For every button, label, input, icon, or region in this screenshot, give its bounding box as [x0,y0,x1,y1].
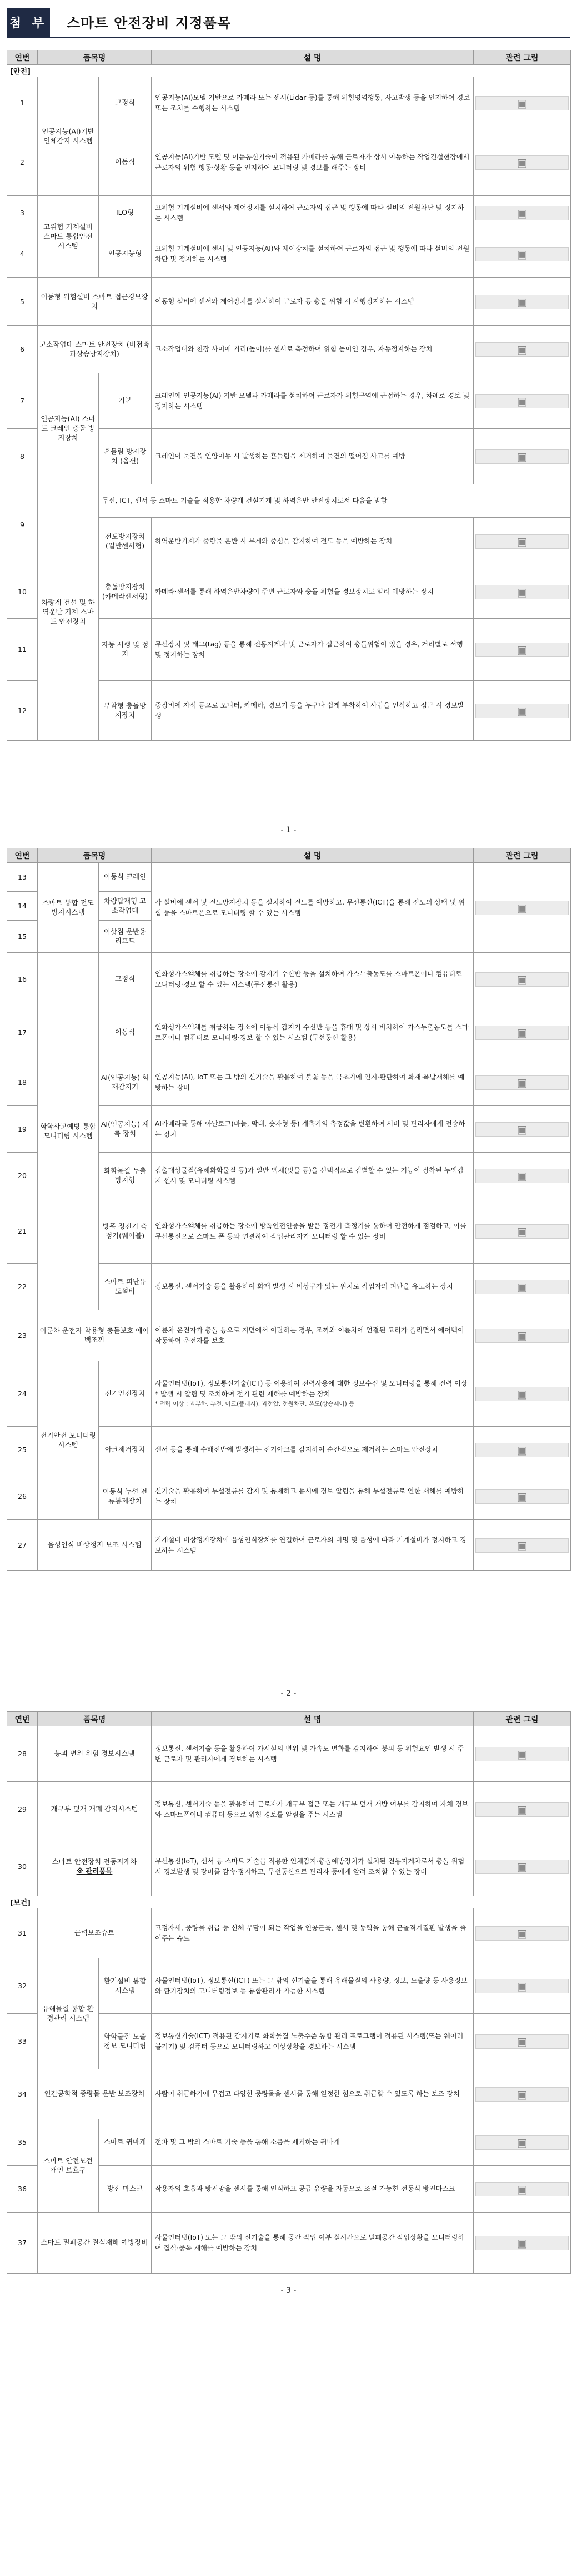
item-description: 인공지능(AI), IoT 또는 그 밖의 신기술을 활용하여 불꽃 등을 극초기에 인지·판단하여 화재·폭발재해를 예방하는 장비 [152,1059,474,1106]
item-category-text: 스마트 안전장치 전동지게차 [52,1857,137,1866]
image-placeholder-icon: ▣ [475,1329,569,1343]
row-number: 28 [7,1726,38,1782]
page-2 [7,848,570,1571]
item-category: 스마트 밀폐공간 질식재해 예방장비 [38,2213,152,2274]
item-description: 센서 등을 통해 수배전반에 발생하는 전기아크를 감지하여 순간적으로 제거하는 스마트 안전장치 [152,1427,474,1473]
item-category: 전기안전 모니터링 시스템 [38,1361,99,1520]
image-placeholder-icon: ▣ [475,1489,569,1504]
item-illustration [474,77,571,129]
item-category: 유해물질 통합 환경관리 시스템 [38,1958,99,2069]
item-description: 카메라·센서를 통해 하역운반차량이 주변 근로자와 충돌 위험을 경보장치로 알려 예방하는 장치 [152,565,474,619]
item-description: 하역운반기계가 중량물 운반 시 무게와 중심을 감지하여 전도 등을 예방하는 장치 [152,518,474,565]
item-description: 정보통신기술(ICT) 적용된 감지기로 화학물질 노출수준 통합 관리 프로그램이 적용된 시스템(또는 웨어러블기기) 및 컴퓨터 등으로 모니터링하고 이상상황을 경보하는 시스템 [152,2014,474,2069]
attachment-badge: 첨 부 [7,8,50,37]
page-number: - 1 - [280,826,297,835]
col-no: 연번 [7,50,38,65]
item-description: 이륜차 운전자가 충돌 등으로 지면에서 이탈하는 경우, 조끼와 이륜차에 연결된 고리가 풀리면서 에어백이 작동하여 운전자를 보호 [152,1310,474,1361]
col-desc: 설 명 [152,1712,474,1726]
row-number: 22 [7,1264,38,1310]
image-placeholder-icon: ▣ [475,342,569,357]
row-number: 29 [7,1782,38,1837]
col-item: 품목명 [38,848,152,863]
section-label: [안전] [7,65,571,77]
row-number: 8 [7,429,38,484]
image-placeholder-icon: ▣ [475,2034,569,2049]
col-fig: 관련 그림 [474,1712,571,1726]
item-description: 전파 및 그 밖의 스마트 기술 등을 통해 소음을 제거하는 귀마개 [152,2119,474,2166]
col-item: 품목명 [38,1712,152,1726]
row-number: 32 [7,1958,38,2014]
item-illustration [474,1006,571,1059]
item-illustration [474,326,571,373]
row-number: 36 [7,2166,38,2213]
item-subcategory: 차량탑재형 고소작업대 [99,892,152,921]
image-placeholder-icon: ▣ [475,704,569,718]
item-subcategory: ILO형 [99,196,152,230]
item-subcategory: 부착형 충돌방지장치 [99,681,152,741]
row-number: 34 [7,2069,38,2119]
row-number: 17 [7,1006,38,1059]
item-description: 무선통신(IoT), 센서 등 스마트 기술을 적용한 인체감지·충돌예방장치가 설치된 전동지게차로서 충돌 위험 시 경보발생 및 장비를 감속·정지하고, 무선통신으로 관리자 등에게 알려 조치할 수 있는 장비 [152,1837,474,1896]
item-illustration [474,2014,571,2069]
item-category: 음성인식 비상정지 보조 시스템 [38,1520,152,1571]
item-description-text: 사물인터넷(IoT), 정보통신기술(ICT) 등 이용하여 전력사용에 대한 정보수집 및 모니터링을 통해 전력 이상* 발생 시 알림 및 조치하여 전기 관련 재해를 예방하는 장치 [155,1380,468,1398]
image-placeholder-icon: ▣ [475,1075,569,1090]
row-number: 9 [7,484,38,565]
item-subcategory: 화학물질 누출 방지형 [99,1153,152,1199]
item-category: 고소작업대 스마트 안전장치 (비접촉 과상승방지장치) [38,326,152,373]
item-category: 화학사고예방 통합 모니터링 시스템 [38,953,99,1310]
row-number: 37 [7,2213,38,2274]
image-placeholder-icon: ▣ [475,394,569,408]
header-rule [7,37,570,38]
item-description: 인공지능(AI)모델 기반으로 카메라 또는 센서(Lidar 등)를 통해 위험영역행동, 사고발생 등을 인지하여 경보 또는 조치를 수행하는 시스템 [152,77,474,129]
item-subcategory: 전도방지장치 (일반센서형) [99,518,152,565]
image-placeholder-icon: ▣ [475,155,569,170]
item-illustration [474,373,571,429]
page-title: 스마트 안전장비 지정품목 [67,15,232,31]
row-number: 23 [7,1310,38,1361]
item-illustration [474,1264,571,1310]
image-placeholder-icon: ▣ [475,1802,569,1817]
row-number: 12 [7,681,38,741]
col-fig: 관련 그림 [474,50,571,65]
image-placeholder-icon: ▣ [475,585,569,599]
item-category: 스마트 통합 전도 방지시스템 [38,863,99,953]
image-placeholder-icon: ▣ [475,2087,569,2102]
page-1 [7,50,570,741]
item-description: 고위험 기계설비에 센서와 제어장치를 설치하여 근로자의 접근 및 행동에 따라 설비의 전원차단 및 정지하는 시스템 [152,196,474,230]
row-number: 18 [7,1059,38,1106]
row-number: 6 [7,326,38,373]
row-number: 26 [7,1473,38,1520]
item-illustration [474,565,571,619]
row-number: 5 [7,278,38,326]
item-illustration [474,1199,571,1264]
item-category: 이동형 위험설비 스마트 접근경보장치 [38,278,152,326]
item-category [38,1837,152,1896]
item-description: 사람이 취급하기에 무겁고 다양한 중량물을 센서를 통해 일정한 힘으로 취급할 수 있도록 하는 보조 장치 [152,2069,474,2119]
item-illustration [474,518,571,565]
item-description: 인화성가스액체를 취급하는 장소에 감지기 수신반 등을 설치하여 가스누출농도를 스마트폰이나 컴퓨터로 모니터링·경보 할 수 있는 시스템(무선통신 활용) [152,953,474,1006]
image-placeholder-icon: ▣ [475,1979,569,1993]
image-placeholder-icon: ▣ [475,901,569,915]
item-subcategory: 자동 서행 및 정지 [99,619,152,681]
item-illustration [474,2166,571,2213]
items-table-page-2 [7,848,571,1571]
item-subcategory: 이동식 크레인 [99,863,152,892]
item-illustration [474,1106,571,1153]
col-fig: 관련 그림 [474,848,571,863]
item-illustration [474,681,571,741]
item-description: 고위험 기계설비에 센서 및 인공지능(AI)와 제어장치를 설치하여 근로자의 접근 및 행동에 따라 설비의 전원차단 및 정지하는 시스템 [152,230,474,278]
item-description: 사물인터넷(IoT) 또는 그 밖의 신기술을 통해 공간 작업 여부 실시간으로 밀폐공간 작업상황을 모니터링하여 질식·중독 재해를 예방하는 장치 [152,2213,474,2274]
item-description: 신기술을 활용하여 누설전류를 감지 및 통제하고 동시에 경보 알림을 통해 누설전류로 인한 재해를 예방하는 장치 [152,1473,474,1520]
item-subcategory: 충돌방지장치 (카메라센서형) [99,565,152,619]
row-number: 7 [7,373,38,429]
item-description: 이동형 설비에 센서와 제어장치를 설치하여 근로자 등 충돌 위험 시 사행정지하는 시스템 [152,278,474,326]
row-number: 31 [7,1908,38,1958]
item-illustration [474,230,571,278]
item-illustration [474,129,571,196]
image-placeholder-icon: ▣ [475,449,569,464]
item-description: 검출대상물질(유해화학물질 등)과 일반 액체(빗물 등)을 선택적으로 검별할 수 있는 기능이 장착된 누액감지 센서 및 모니터링 시스템 [152,1153,474,1199]
item-category: 개구부 덮개 개폐 감지시스템 [38,1782,152,1837]
item-subcategory: AI(인공지능) 화재감지기 [99,1059,152,1106]
page-number: - 3 - [280,2286,297,2295]
item-description: 사물인터넷(IoT), 정보통신(ICT) 또는 그 밖의 신기술을 통해 유해물질의 사용량, 정보, 노출량 등 사용정보와 환기장치의 모니터링정보 등 통합관리가 가능한 시스템 [152,1958,474,2014]
item-subcategory: 기본 [99,373,152,429]
item-subcategory: 고정식 [99,953,152,1006]
row-number: 21 [7,1199,38,1264]
item-illustration [474,2119,571,2166]
item-subcategory: 환기설비 통합 시스템 [99,1958,152,2014]
image-placeholder-icon: ▣ [475,1387,569,1401]
item-description: 인공지능(AI)기반 모델 및 이동통신기술이 적용된 카메라를 통해 근로자가 상시 이동하는 작업건설현장에서 근로자의 위험 행동·상황 등을 인지하여 모니터링 및 경보를 해주는 장비 [152,129,474,196]
image-placeholder-icon: ▣ [475,295,569,309]
item-category: 이륜차 운전자 착용형 충돌보호 에어백조끼 [38,1310,152,1361]
row-number: 33 [7,2014,38,2069]
item-description: 각 설비에 센서 및 전도방지장치 등을 설치하여 전도를 예방하고, 무선통신(ICT)을 통해 전도의 상태 및 위험 등을 스마트폰으로 모니터링 할 수 있는 시스템 [152,863,474,953]
row-number: 2 [7,129,38,196]
item-illustration [474,1427,571,1473]
item-description: 인화성가스액체를 취급하는 장소에 방폭인전인증을 받은 정전기 측정기를 통하여 안전하게 점검하고, 이를 무선통신으로 스마트 폰 등과 연결하여 작업관리자가 모니터링 할 수 있는 장비 [152,1199,474,1264]
item-description: 고정자세, 중량물 취급 등 신체 부담이 되는 작업을 인공근육, 센서 및 동력을 통해 근골격계질환 발생을 줄여주는 슈트 [152,1908,474,1958]
item-illustration [474,1782,571,1837]
item-illustration [474,196,571,230]
item-description: 인화성가스액체를 취급하는 장소에 이동식 감지기 수신반 등을 휴대 및 상시 비치하여 가스누출농도를 스마트폰이나 컴퓨터로 모니터링·경보 할 수 있는 시스템 (무선통신 활용) [152,1006,474,1059]
item-illustration [474,863,571,953]
item-description: 고소작업대와 천장 사이에 거리(높이)를 센서로 측정하여 위험 높이인 경우, 자동정지하는 장치 [152,326,474,373]
items-table-page-1 [7,50,571,741]
item-illustration [474,1908,571,1958]
item-illustration [474,278,571,326]
image-placeholder-icon: ▣ [475,1538,569,1553]
item-illustration [474,1361,571,1427]
row-number: 24 [7,1361,38,1427]
image-placeholder-icon: ▣ [475,1026,569,1040]
image-placeholder-icon: ▣ [475,1443,569,1457]
item-subcategory: 스마트 피난유도설비 [99,1264,152,1310]
row-number: 3 [7,196,38,230]
image-placeholder-icon: ▣ [475,1747,569,1761]
item-illustration [474,1726,571,1782]
item-illustration [474,1520,571,1571]
item-subcategory: 방진 마스크 [99,2166,152,2213]
image-placeholder-icon: ▣ [475,1280,569,1294]
row-number: 19 [7,1106,38,1153]
row-number: 15 [7,921,38,953]
image-placeholder-icon: ▣ [475,247,569,261]
image-placeholder-icon: ▣ [475,206,569,220]
item-illustration [474,2213,571,2274]
item-category: 근력보조슈트 [38,1908,152,1958]
item-subcategory: 이삿짐 운반용 리프트 [99,921,152,953]
item-description: 무선장치 및 태그(tag) 등을 통해 전동지게차 및 근로자가 접근하여 충돌위험이 있을 경우, 거리별로 서행 및 정지하는 장치 [152,619,474,681]
item-subcategory: 전기안전장치 [99,1361,152,1427]
item-category: 스마트 안전보건 개인 보호구 [38,2119,99,2213]
col-no: 연번 [7,1712,38,1726]
item-illustration [474,2069,571,2119]
image-placeholder-icon: ▣ [475,1122,569,1137]
row-number: 1 [7,77,38,129]
row-number: 13 [7,863,38,892]
section-label: [보건] [7,1896,571,1908]
image-placeholder-icon: ▣ [475,1926,569,1941]
item-category: 인공지능(AI) 스마트 크레인 충돌 방지장치 [38,373,99,484]
page-3 [7,1711,570,2274]
item-category: 인공지능(AI)기반 인체감지 시스템 [38,77,99,196]
image-placeholder-icon: ▣ [475,972,569,987]
image-placeholder-icon: ▣ [475,534,569,549]
item-subcategory: 화학물질 노출정보 모니터링 [99,2014,152,2069]
item-description: 무선, ICT, 센서 등 스마트 기술을 적용한 차량계 건설기계 및 하역운반 안전장치로서 다음을 말함 [99,484,571,518]
item-category: 고위험 기계설비 스마트 통합안전 시스템 [38,196,99,278]
item-subcategory: 스마트 귀마개 [99,2119,152,2166]
image-placeholder-icon: ▣ [475,643,569,657]
row-number: 25 [7,1427,38,1473]
item-description: 정보통신, 센서기술 등을 활용하여 가시설의 변위 및 가속도 변화를 감지하여 붕괴 등 위험요인 발생 시 주변 근로자 및 관리자에게 경보하는 시스템 [152,1726,474,1782]
item-subcategory: 이동식 누설 전류통제장치 [99,1473,152,1520]
row-number: 14 [7,892,38,921]
item-subcategory: 흔들림 방지장치 (옵션) [99,429,152,484]
item-category: 붕괴 변위 위험 경보시스템 [38,1726,152,1782]
item-illustration [474,1059,571,1106]
image-placeholder-icon: ▣ [475,2135,569,2150]
row-number: 35 [7,2119,38,2166]
row-number: 16 [7,953,38,1006]
item-description: 기계설비 비상정지장치에 음성인식장치를 연결하여 근로자의 비명 및 음성에 따라 기계설비가 정지하고 경보하는 시스템 [152,1520,474,1571]
item-subcategory: 방폭 정전기 측정기(웨어블) [99,1199,152,1264]
row-number: 4 [7,230,38,278]
row-number: 27 [7,1520,38,1571]
items-table-page-3 [7,1711,571,2274]
item-description: 크레인이 물건을 인양이동 시 발생하는 흔들림을 제거하여 물건의 떨어짐 사고를 예방 [152,429,474,484]
image-placeholder-icon: ▣ [475,1860,569,1874]
row-number: 20 [7,1153,38,1199]
col-desc: 설 명 [152,848,474,863]
image-placeholder-icon: ▣ [475,2182,569,2196]
col-desc: 설 명 [152,50,474,65]
page-number: - 2 - [280,1689,297,1698]
image-placeholder-icon: ▣ [475,1224,569,1239]
item-subcategory: AI(인공지능) 계측 장치 [99,1106,152,1153]
col-no: 연번 [7,848,38,863]
item-illustration [474,1958,571,2014]
item-category: 인간공학적 중량물 운반 보조장치 [38,2069,152,2119]
row-number: 10 [7,565,38,619]
item-subcategory: 이동식 [99,1006,152,1059]
item-description [152,1361,474,1427]
item-illustration [474,953,571,1006]
item-illustration [474,619,571,681]
item-subcategory: 이동식 [99,129,152,196]
item-illustration [474,1837,571,1896]
item-description: 크레인에 인공지능(AI) 기반 모델과 카메라를 설치하여 근로자가 위험구역에 근접하는 경우, 차례로 경보 및 정지하는 시스템 [152,373,474,429]
item-description: 정보통신, 센서기술 등을 활용하여 화재 발생 시 비상구가 있는 위치로 작업자의 피난을 유도하는 장치 [152,1264,474,1310]
image-placeholder-icon: ▣ [475,96,569,110]
image-placeholder-icon: ▣ [475,2236,569,2250]
managed-item-note: ※ 관리품목 [76,1866,113,1875]
item-description: AI카메라를 통해 아날로그(바늘, 막대, 숫자형 등) 계측기의 측정값을 변환하여 서버 및 관리자에게 전송하는 장치 [152,1106,474,1153]
image-placeholder-icon: ▣ [475,1169,569,1183]
item-illustration [474,1310,571,1361]
row-number: 30 [7,1837,38,1896]
col-item: 품목명 [38,50,152,65]
item-illustration [474,429,571,484]
item-footnote: * 전력 이상 : 과부하, 누전, 아크(플래시), 과전압, 전원차단, 온도(상승제어) 등 [155,1401,355,1408]
row-number: 11 [7,619,38,681]
item-description: 중장비에 자석 등으로 모니터, 카메라, 경보기 등을 누구나 쉽게 부착하여 사람을 인식하고 접근 시 경보발생 [152,681,474,741]
item-category: 차량계 건설 및 하역운반 기계 스마트 안전장치 [38,484,99,741]
item-subcategory: 고정식 [99,77,152,129]
item-illustration [474,1153,571,1199]
item-subcategory: 인공지능형 [99,230,152,278]
document-header [7,8,570,37]
item-illustration [474,1473,571,1520]
item-subcategory: 아크제거장치 [99,1427,152,1473]
item-description: 작용자의 호흡과 방진망을 센서를 통해 인식하고 공급 유량을 자동으로 조절 가능한 전동식 방진마스크 [152,2166,474,2213]
item-description: 정보통신, 센서기술 등을 활용하여 근로자가 개구부 접근 또는 개구부 덮개 개방 여부를 감지하여 자체 경보와 스마트폰이나 컴퓨터 등으로 위험 경보를 알림을 주는 시스템 [152,1782,474,1837]
